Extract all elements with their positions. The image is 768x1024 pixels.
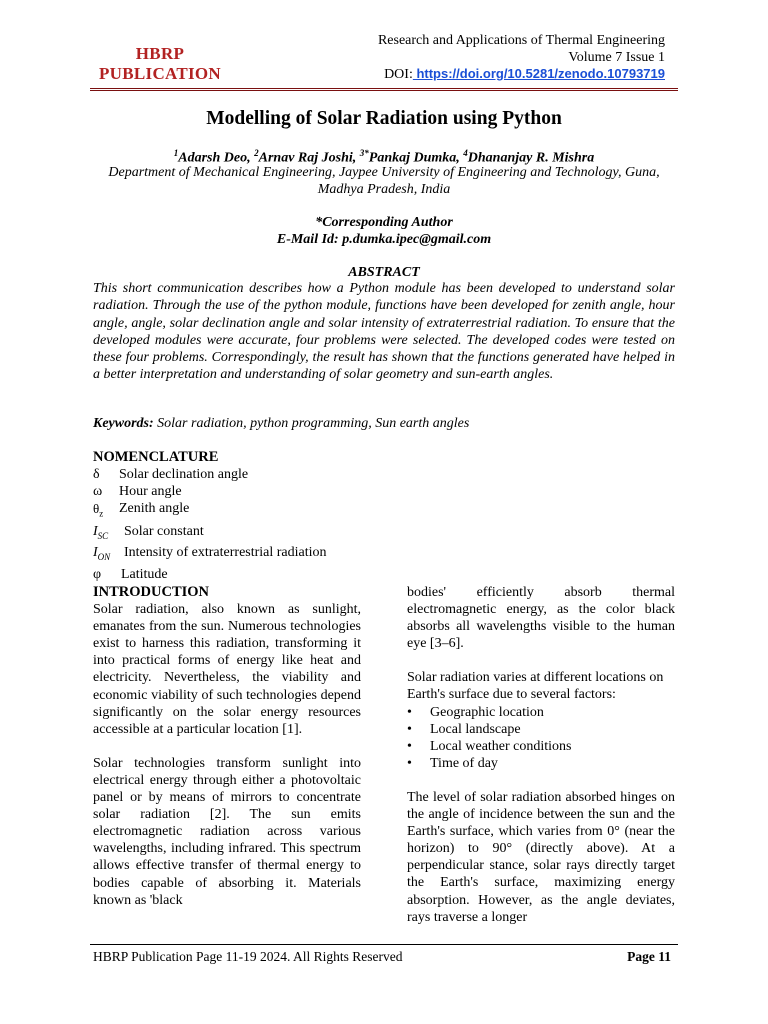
header-divider — [90, 88, 678, 91]
factor-list — [407, 704, 675, 772]
bullet-icon: • — [407, 704, 412, 720]
right-paragraph-1: bodies' efficiently absorb thermal electromagnetic energy, as the color black absorbs all wavelengths visible to the human eye [3–6]. — [407, 585, 675, 652]
journal-header — [378, 33, 665, 84]
right-paragraph-2: Solar radiation varies at different locations on Earth's surface due to several factors: — [407, 670, 664, 703]
bullet-icon: • — [407, 721, 412, 737]
author-name: Adarsh Deo, — [178, 150, 255, 166]
left-column — [93, 584, 361, 909]
nomenclature-row — [93, 500, 327, 523]
intro-paragraph-1: Solar radiation, also known as sunlight, emanates from the sun. Numerous technologies exist to harness this radiation, transforming it into practical forms of energy like heat and electricity. Nevertheless, the viability and economic viability of such technologies depend significantly on the solar energy resources accessible at a particular location [1]. — [93, 602, 361, 737]
nomenclature-symbol: $I_{SC}$ — [93, 523, 109, 541]
introduction-heading: INTRODUCTION — [93, 584, 210, 600]
logo-line-2: PUBLICATION — [98, 64, 221, 83]
author-name: Dhananjay R. Mishra — [467, 150, 595, 166]
author-sup: 4 — [463, 148, 468, 158]
nomenclature-desc: Hour angle — [119, 484, 182, 499]
nomenclature-desc: Solar constant — [124, 523, 204, 539]
corresponding-block — [90, 214, 678, 248]
publisher-logo — [90, 44, 230, 84]
nomenclature-row — [93, 566, 327, 583]
nomenclature-symbol: ω — [93, 484, 103, 499]
doi-link[interactable]: https://doi.org/10.5281/zenodo.10793719 — [412, 66, 665, 81]
nomenclature-symbol: $I_{ON}$ — [93, 545, 111, 563]
right-column — [407, 584, 675, 926]
author-sup: 3* — [359, 148, 369, 158]
nomenclature-row — [93, 544, 327, 566]
doi-line — [378, 66, 665, 84]
list-item — [407, 738, 675, 755]
corresponding-label: *Corresponding Author — [315, 215, 453, 230]
factor-label: Geographic location — [430, 704, 544, 720]
nomenclature-row — [93, 483, 327, 500]
paper-title: Modelling of Solar Radiation using Python — [206, 108, 562, 129]
list-item — [407, 704, 675, 721]
email-line: E-Mail Id: p.dumka.ipec@gmail.com — [276, 232, 492, 247]
intro-paragraph-2: Solar technologies transform sunlight into electrical energy through either a photovoltaic panel or by means of mirrors to concentrate solar radiation [2]. The sun emits electromagnetic radiation across various wavelengths, including infrared. This spectrum allows effective transfer of thermal energy to bodies capable of absorbing it. Materials known as 'black — [93, 755, 361, 908]
author-name: Pankaj Dumka, — [368, 150, 464, 166]
author-name: Arnav Raj Joshi, — [258, 150, 360, 166]
logo-line-1: HBRP — [135, 44, 185, 63]
nomenclature-desc: Intensity of extraterrestrial radiation — [124, 545, 327, 561]
journal-volume: Volume 7 Issue 1 — [568, 49, 665, 65]
journal-name: Research and Applications of Thermal Engineering — [377, 33, 665, 48]
nomenclature-symbol: φ — [93, 567, 102, 583]
author-sup: 2 — [254, 148, 259, 158]
nomenclature-symbol: δ — [93, 467, 100, 482]
factor-label: Time of day — [430, 755, 498, 771]
factor-label: Local landscape — [430, 721, 521, 737]
footer-divider — [90, 944, 678, 945]
abstract-text: This short communication describes how a Python module has been developed to understand solar radiation. Through the use of the python module, functions have been developed for zenith angle, hour angle, angle, solar declination angle and solar intensity of extraterrestrial radiation. To ensure that the developed modules were accurate, four problems were selected. The developed codes were tested on these four problems. Correspondingly, the result has shown that the functions generated have helped in a better interpretation and understanding of solar geometry and sun-earth angles. — [93, 281, 675, 383]
footer-copyright: HBRP Publication Page 11-19 2024. All Rights Reserved — [93, 949, 403, 964]
nomenclature-row — [93, 466, 327, 483]
page-number: Page 11 — [627, 949, 671, 964]
keywords-label: Keywords: — [93, 416, 154, 431]
nomenclature-row — [93, 523, 327, 545]
abstract-heading: ABSTRACT — [348, 265, 420, 280]
list-item — [407, 755, 675, 772]
bullet-icon: • — [407, 738, 412, 754]
nomenclature-desc: Solar declination angle — [119, 467, 249, 482]
author-sup: 1 — [173, 148, 179, 158]
nomenclature-symbol: $\theta_z$ — [93, 501, 104, 519]
keywords-text: Solar radiation, python programming, Sun earth angles — [153, 416, 470, 431]
keywords-line — [93, 416, 675, 432]
bullet-icon: • — [407, 755, 412, 771]
nomenclature-list — [93, 466, 327, 583]
nomenclature-desc: Latitude — [121, 567, 168, 583]
affiliation: Department of Mechanical Engineering, Jaypee University of Engineering and Technology, Guna, Madhya Pradesh, India — [108, 165, 660, 197]
doi-label: DOI: — [384, 67, 413, 82]
factor-label: Local weather conditions — [430, 738, 572, 754]
right-paragraph-3: The level of solar radiation absorbed hinges on the angle of incidence between the sun and the Earth's surface, which varies from 0° (near the horizon) to 90° (directly above). At a perpendicular stance, solar rays directly target the Earth's surface, maximizing energy absorption. However, as the angle deviates, rays traverse a longer — [407, 789, 675, 925]
nomenclature-desc: Zenith angle — [119, 501, 190, 516]
list-item — [407, 721, 675, 738]
nomenclature-heading: NOMENCLATURE — [93, 449, 219, 465]
